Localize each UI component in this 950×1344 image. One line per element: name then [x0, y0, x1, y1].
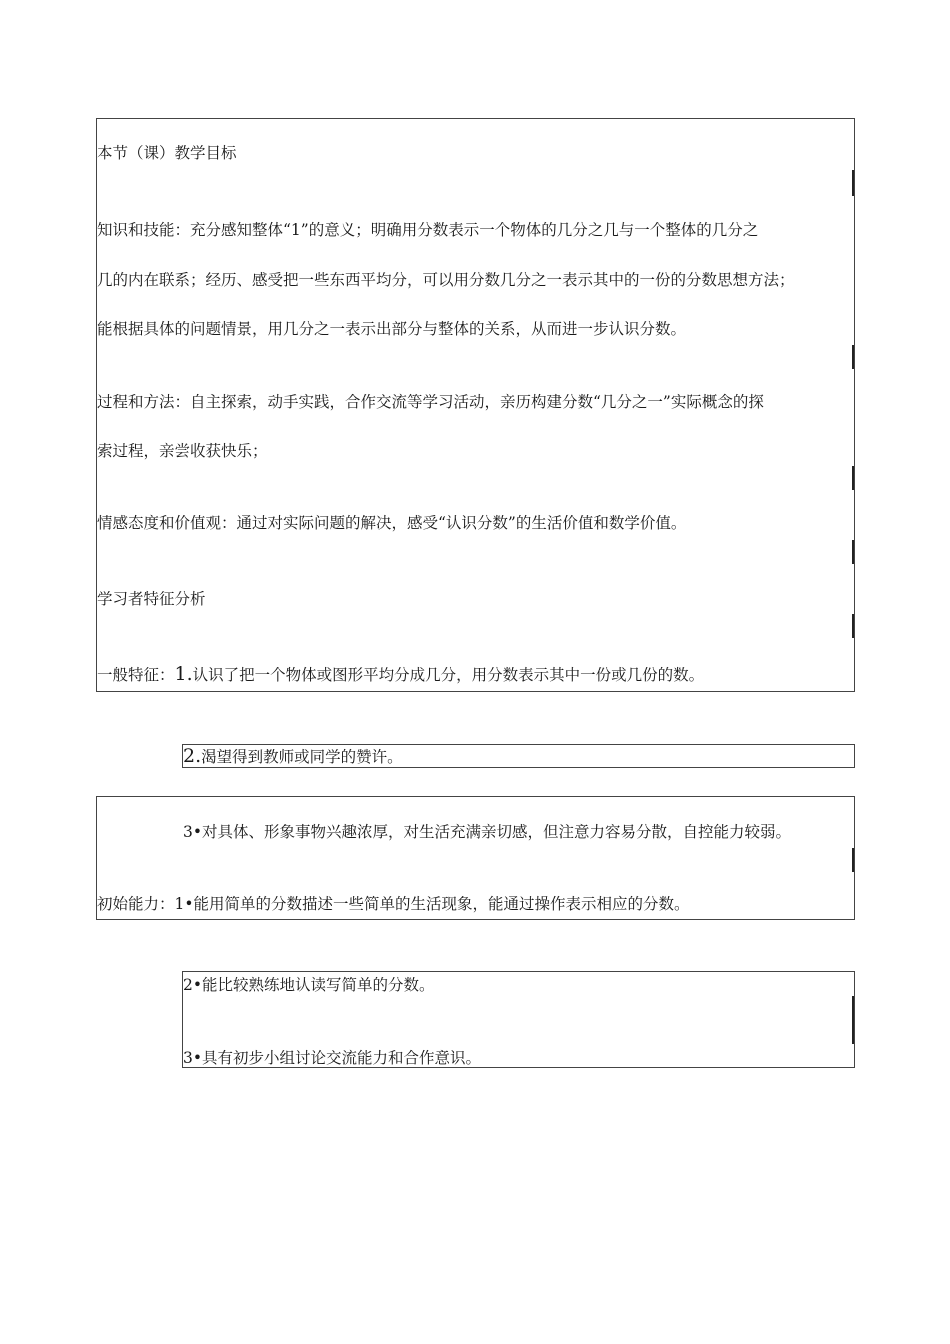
learner-analysis-heading: 学习者特征分析 [97, 590, 206, 608]
border-tick [852, 345, 854, 369]
learner-feature-2-text: 渴望得到教师或同学的赞许。 [201, 748, 403, 766]
knowledge-skills-line-1: 知识和技能：充分感知整体“1”的意义；明确用分数表示一个物体的几分之几与一个整体的几分之 [97, 221, 759, 239]
border-tick [852, 614, 854, 638]
process-methods-line-1: 过程和方法：自主探索，动手实践，合作交流等学习活动，亲历构建分数“几分之一”实际概念的探 [97, 393, 764, 411]
learner-feature-2-number: 2. [183, 745, 202, 767]
general-features-text: 认识了把一个物体或图形平均分成几分，用分数表示其中一份或几份的数。 [192, 666, 705, 684]
general-features-number: 1. [174, 663, 193, 685]
emotion-values-line: 情感态度和价值观：通过对实际问题的解决，感受“认识分数”的生活价值和数学价值。 [97, 514, 687, 532]
border-tick [852, 170, 854, 196]
process-methods-line-2: 索过程，亲尝收获快乐； [97, 442, 268, 460]
knowledge-skills-line-2: 几的内在联系；经历、感受把一些东西平均分，可以用分数几分之一表示其中的一份的分数思想方法； [97, 271, 795, 289]
border-tick [852, 540, 854, 564]
ability-item-3: 3•具有初步小组讨论交流能力和合作意识。 [183, 1049, 482, 1067]
initial-ability-line: 初始能力：1•能用简单的分数描述一些简单的生活现象，能通过操作表示相应的分数。 [97, 895, 690, 913]
ability-item-2: 2•能比较熟练地认读写简单的分数。 [183, 976, 435, 994]
border-tick [852, 996, 854, 1044]
general-features-line [97, 664, 704, 685]
general-features-prefix: 一般特征： [97, 666, 175, 684]
learner-feature-2 [183, 746, 403, 767]
knowledge-skills-line-3: 能根据具体的问题情景，用几分之一表示出部分与整体的关系，从而进一步认识分数。 [97, 320, 687, 338]
objective-heading: 本节（课）教学目标 [97, 144, 237, 162]
border-tick [852, 848, 854, 872]
learner-feature-3: 3•对具体、形象事物兴趣浓厚，对生活充满亲切感，但注意力容易分散，自控能力较弱。 [183, 823, 792, 841]
border-tick [852, 466, 854, 490]
